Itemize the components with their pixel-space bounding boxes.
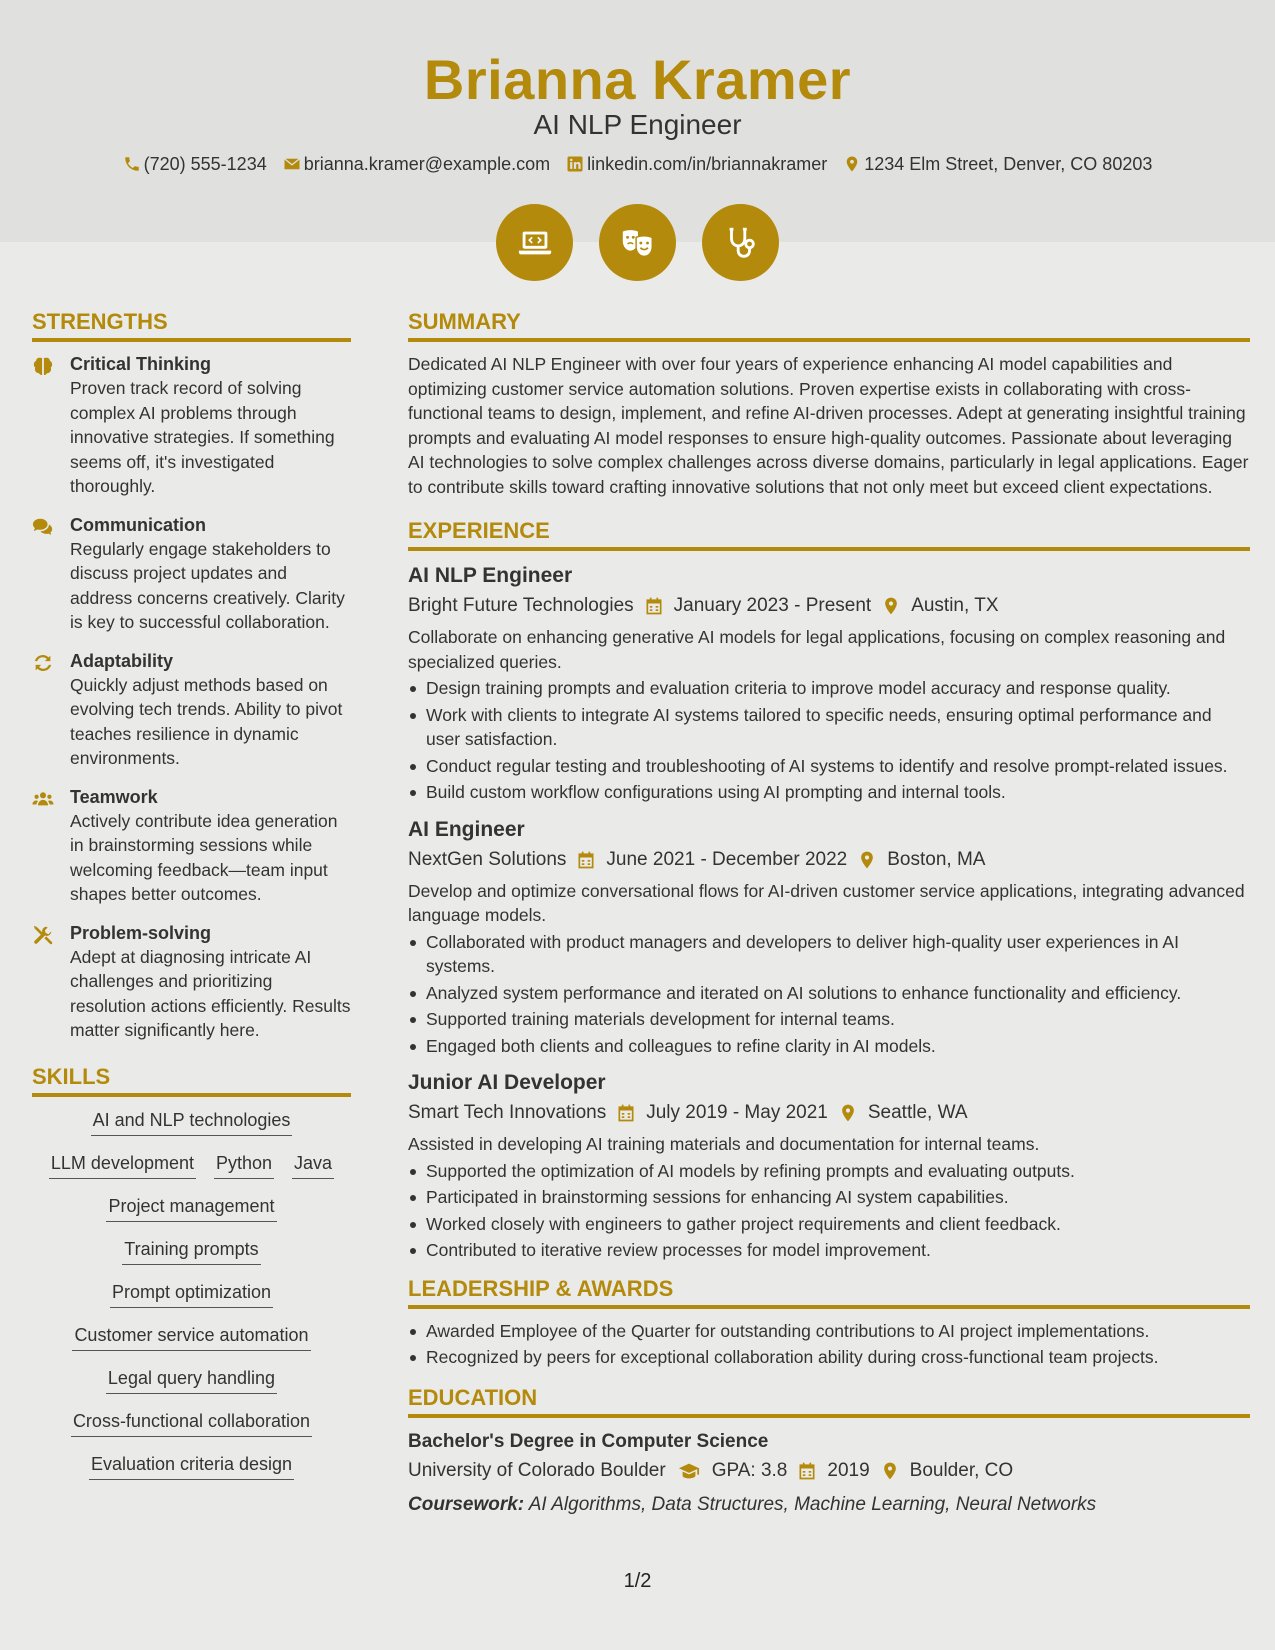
strength-title: Adaptability: [70, 650, 174, 671]
job-description: Collaborate on enhancing generative AI models for legal applications, focusing on complex reasoning and specialized queries.: [408, 627, 1226, 672]
skill-tag: Evaluation criteria design: [89, 1451, 294, 1480]
linkedin-icon: [566, 155, 584, 173]
candidate-name: Brianna Kramer: [423, 48, 852, 111]
right-column: [408, 306, 1250, 1520]
strength-desc: Proven track record of solving complex AI problems through innovative strategies. If something seems off, it's investigated thoroughly.: [70, 378, 335, 496]
calendar-icon: [616, 1103, 636, 1123]
contact-bar: [0, 150, 1275, 178]
calendar-icon: [644, 596, 664, 616]
phone-text: (720) 555-1234: [143, 154, 267, 174]
brain-icon: [32, 355, 54, 377]
map-marker-icon: [881, 596, 901, 616]
bullet-item: Recognized by peers for exceptional collaboration ability during cross-functional team projects.: [408, 1345, 1250, 1370]
strength-title: Problem-solving: [70, 922, 212, 943]
strength-item: [32, 513, 351, 635]
strength-item: [32, 785, 351, 907]
skill-tag: LLM development: [49, 1150, 196, 1179]
job-meta: [408, 591, 1250, 621]
company-name: NextGen Solutions: [408, 848, 567, 870]
strength-title: Teamwork: [70, 786, 158, 807]
strength-desc: Regularly engage stakeholders to discuss project updates and address concerns creatively. Clarity is key to successful collaboration.: [70, 538, 345, 632]
bullet-item: Engaged both clients and colleagues to refine clarity in AI models.: [408, 1034, 1250, 1059]
summary-text: Dedicated AI NLP Engineer with over four years of experience enhancing AI model capabilities and optimizing customer service automation solutions. Proven expertise exists in collaborating with cross-functional teams to design, implement, and refine AI-driven processes. Adept at generating insightful training prompts and evaluating AI model responses to ensure high-quality outcomes. Passionate about leveraging AI technologies to solve complex challenges across diverse domains, particularly in legal applications. Eager to contribute skills toward crafting innovative solutions that not only meet but exceed client expectations.: [408, 354, 1249, 497]
skills-heading: SKILLS: [32, 1061, 351, 1097]
bullet-item: Awarded Employee of the Quarter for outstanding contributions to AI project implementations.: [408, 1319, 1250, 1344]
job-dates: June 2021 - December 2022: [606, 848, 848, 870]
coursework-label: Coursework:: [408, 1493, 525, 1515]
theater-masks-icon: [619, 224, 657, 262]
job-bullets: [408, 676, 1250, 805]
candidate-title: AI NLP Engineer: [533, 109, 742, 140]
strengths-heading: STRENGTHS: [32, 306, 351, 342]
job-title: Junior AI Developer: [408, 1071, 606, 1094]
laptop-code-icon: [516, 224, 554, 262]
job-bullets: [408, 1159, 1250, 1263]
envelope-icon: [283, 155, 301, 173]
skill-tag: Java: [292, 1150, 334, 1179]
company-name: Smart Tech Innovations: [408, 1102, 607, 1123]
bullet-item: Work with clients to integrate AI systems tailored to specific needs, ensuring optimal performance and user satisfaction.: [408, 703, 1250, 752]
strength-title: Critical Thinking: [70, 354, 212, 374]
job-meta: [408, 845, 1250, 875]
strength-item: [32, 649, 351, 771]
laptop-code-badge: [496, 204, 573, 281]
theater-masks-badge: [599, 204, 676, 281]
tools-icon: [32, 924, 54, 946]
strength-desc: Actively contribute idea generation in brainstorming sessions while welcoming feedback—team input shapes better outcomes.: [70, 810, 338, 904]
skill-tag: AI and NLP technologies: [91, 1107, 293, 1136]
map-marker-icon: [843, 155, 861, 173]
job-meta: [408, 1098, 1250, 1128]
job-title: AI NLP Engineer: [408, 564, 573, 587]
bullet-item: Participated in brainstorming sessions for enhancing AI system capabilities.: [408, 1185, 1250, 1210]
bullet-item: Build custom workflow configurations using AI prompting and internal tools.: [408, 780, 1250, 805]
calendar-icon: [797, 1461, 817, 1481]
skill-tag: Python: [214, 1150, 274, 1179]
address-text: 1234 Elm Street, Denver, CO 80203: [864, 154, 1153, 174]
skill-tag: Project management: [106, 1193, 276, 1222]
users-icon: [32, 788, 54, 810]
job-description: Assisted in developing AI training materials and documentation for internal teams.: [408, 1134, 1040, 1154]
strength-item: [32, 352, 351, 499]
job-bullets: [408, 930, 1250, 1059]
coursework-list: AI Algorithms, Data Structures, Machine Learning, Neural Networks: [528, 1493, 1097, 1515]
page-number: 1/2: [623, 1570, 652, 1592]
contact-phone[interactable]: [123, 150, 267, 178]
stethoscope-badge: [702, 204, 779, 281]
skill-tag: Legal query handling: [106, 1365, 277, 1394]
comments-icon: [32, 516, 54, 538]
skill-tag: Cross-functional collaboration: [71, 1408, 312, 1437]
experience-heading: EXPERIENCE: [408, 515, 1250, 551]
skill-tag: Training prompts: [122, 1236, 260, 1265]
bullet-item: Supported the optimization of AI models by refining prompts and evaluating outputs.: [408, 1159, 1250, 1184]
job-location: Austin, TX: [911, 595, 999, 616]
graduation-year: 2019: [827, 1459, 870, 1481]
bullet-item: Analyzed system performance and iterated on AI solutions to enhance functionality and efficiency.: [408, 981, 1250, 1006]
leadership-bullets: [408, 1319, 1250, 1370]
coursework: [408, 1490, 1250, 1520]
stethoscope-icon: [722, 224, 760, 262]
summary-heading: SUMMARY: [408, 306, 1250, 342]
bullet-item: Conduct regular testing and troubleshooting of AI systems to identify and resolve prompt-related issues.: [408, 754, 1250, 779]
gpa-text: GPA: 3.8: [711, 1459, 788, 1481]
job-location: Seattle, WA: [867, 1102, 968, 1123]
map-marker-icon: [838, 1103, 858, 1123]
left-column: [32, 306, 351, 1480]
skill-tag: Prompt optimization: [110, 1279, 273, 1308]
job-entry: [408, 561, 1250, 805]
job-entry: [408, 815, 1250, 1059]
phone-icon: [123, 155, 141, 173]
job-description: Develop and optimize conversational flows for AI-driven customer service applications, integrating advanced language models.: [408, 880, 1245, 925]
strength-desc: Quickly adjust methods based on evolving tech trends. Ability to pivot teaches resilience in dynamic environments.: [70, 674, 343, 768]
contact-linkedin[interactable]: [566, 150, 827, 178]
graduation-cap-icon: [676, 1460, 702, 1482]
bullet-item: Worked closely with engineers to gather project requirements and client feedback.: [408, 1212, 1250, 1237]
strength-title: Communication: [70, 514, 207, 535]
strength-desc: Adept at diagnosing intricate AI challenges and prioritizing resolution actions efficiently. Results matter significantly here.: [70, 946, 351, 1040]
contact-address: [843, 150, 1152, 178]
leadership-heading: LEADERSHIP & AWARDS: [408, 1273, 1250, 1309]
bullet-item: Design training prompts and evaluation criteria to improve model accuracy and response quality.: [408, 676, 1250, 701]
school-name: University of Colorado Boulder: [408, 1459, 666, 1481]
degree-title: Bachelor's Degree in Computer Science: [408, 1430, 769, 1452]
linkedin-text: linkedin.com/in/briannakramer: [587, 154, 828, 174]
job-entry: [408, 1068, 1250, 1263]
education-meta: [408, 1456, 1250, 1486]
strength-item: [32, 921, 351, 1043]
bullet-item: Contributed to iterative review processes for model improvement.: [408, 1238, 1250, 1263]
map-marker-icon: [880, 1461, 900, 1481]
contact-email[interactable]: [283, 150, 550, 178]
job-dates: July 2019 - May 2021: [646, 1102, 828, 1123]
job-title: AI Engineer: [408, 817, 525, 841]
calendar-icon: [576, 850, 596, 870]
company-name: Bright Future Technologies: [408, 595, 634, 616]
skills-list: [32, 1107, 351, 1480]
skill-tag: Customer service automation: [72, 1322, 310, 1351]
education-location: Boulder, CO: [909, 1459, 1014, 1481]
bullet-item: Collaborated with product managers and developers to deliver high-quality user experiences in AI systems.: [408, 930, 1250, 979]
bullet-item: Supported training materials development for internal teams.: [408, 1007, 1250, 1032]
map-marker-icon: [857, 850, 877, 870]
sync-icon: [32, 652, 54, 674]
job-dates: January 2023 - Present: [673, 595, 872, 616]
job-location: Boston, MA: [887, 848, 986, 870]
education-heading: EDUCATION: [408, 1382, 1250, 1418]
badge-row: [0, 204, 1275, 281]
email-text: brianna.kramer@example.com: [303, 154, 551, 174]
